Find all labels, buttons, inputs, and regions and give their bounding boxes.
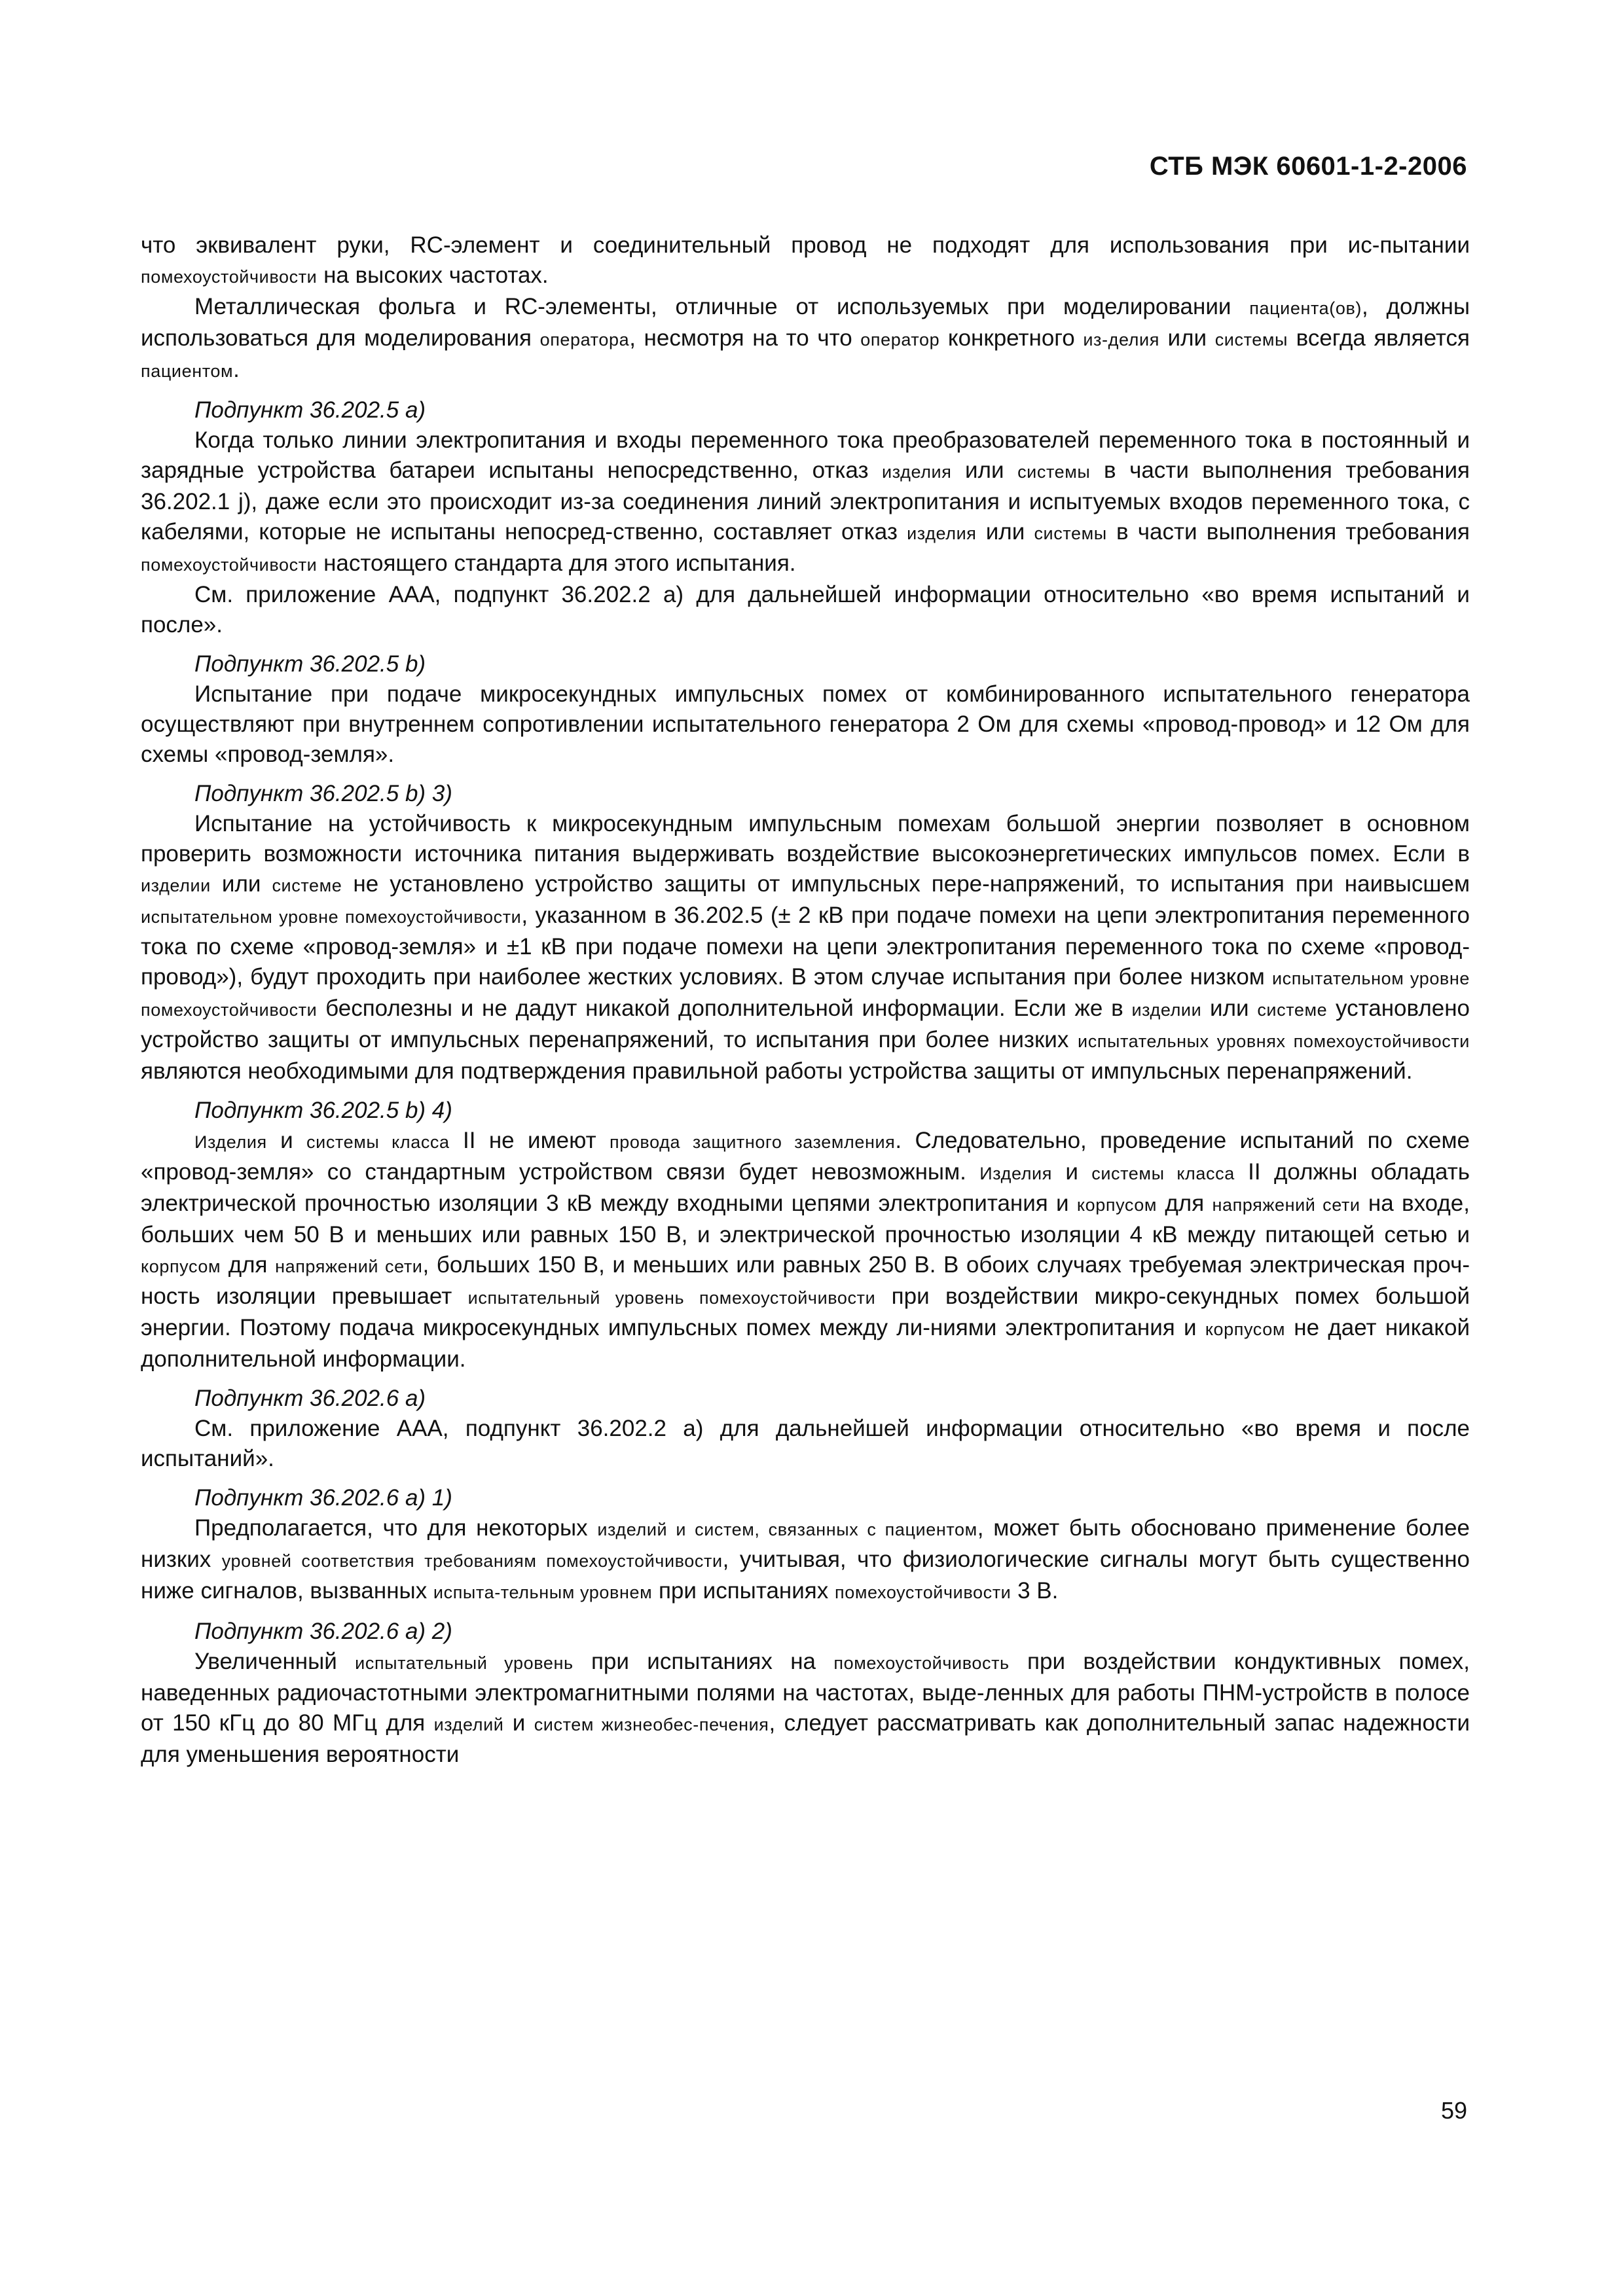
subclause-heading: Подпункт 36.202.5 b) 3) [194,781,452,806]
paragraph: Испытание при подаче микросекундных импульсных помех от комбинированного испытательного генератора осуществляют при внутреннем сопротивлении испытательного генератора 2 Ом для схемы «провод-провод» и 12 Ом для схемы «провод-земля». [141,681,1470,767]
paragraph: Предполагается, что для некоторых изделий и систем, связанных с пациентом, может быть обосновано применение более низких уровней соответствия требованиям помехоустойчивости, учитывая, что физиологические сигналы могут быть существенно ниже сигналов, вызванных испыта-тельным уровнем при испытаниях помехоустойчивости 3 В. [141,1515,1470,1604]
subclause-heading: Подпункт 36.202.6 a) 1) [194,1485,452,1511]
paragraph: Когда только линии электропитания и входы переменного тока преобразователей переменного тока в постоянный и зарядные устройства батареи испытаны непосредственно, отказ изделия или системы в части выполнения требования 36.202.1 j), даже если это происходит из-за соединения линий электропитания и испытуемых входов переменного тока, с кабелями, которые не испытаны непосред-ственно, составляет отказ изделия или системы в части выполнения требования помехоустойчивости настоящего стандарта для этого испытания. [141,427,1470,576]
paragraph: Испытание на устойчивость к микросекундным импульсным помехам большой энергии позволяет в основном проверить возможности источника питания выдерживать воздействие высокоэнергетических импульсов помех. Если в изделии или системе не установлено устройство защиты от импульсных пере-напряжений, то испытания при наивысшем испытательном уровне помехоустойчивости, указанном в 36.202.5 (± 2 кВ при подаче помехи на цепи электропитания переменного тока по схеме «провод-земля» и ±1 кВ при подаче помехи на цепи электропитания переменного тока по схеме «провод-провод»), будут проходить при наиболее жестких условиях. В этом случае испытания при более низком испытательном уровне помехоустойчивости бесполезны и не дадут никакой дополнительной информации. Если же в изделии или системе установлено устройство защиты от импульсных перенапряжений, то испытания при более низких испытательных уровнях помехоустойчивости являются необходимыми для подтверждения правильной работы устройства защиты от импульсных перенапряжений. [141,811,1470,1084]
subclause-heading: Подпункт 36.202.6 a) 2) [194,1619,452,1644]
paragraph: См. приложение ААА, подпункт 36.202.2 a) для дальнейшей информации относительно «во время испытаний и после». [141,582,1470,637]
subclause-heading: Подпункт 36.202.5 b) 4) [194,1098,452,1123]
standard-code-header: СТБ МЭК 60601-1-2-2006 [1149,152,1467,181]
page-body [141,230,1470,1770]
paragraph: Увеличенный испытательный уровень при испытаниях на помехоустойчивость при воздействии кондуктивных помех, наведенных радиочастотными электромагнитными полями на частотах, выде-ленных для работы ПНМ-устройств в полосе от 150 кГц до 80 МГц для изделий и систем жизнеобес-печения, следует рассматривать как дополнительный запас надежности для уменьшения вероятности [141,1649,1470,1767]
subclause-heading: Подпункт 36.202.5 b) [194,651,426,677]
paragraph: См. приложение ААА, подпункт 36.202.2 a) для дальнейшей информации относительно «во время и после испытаний». [141,1416,1470,1471]
subclause-heading: Подпункт 36.202.5 a) [194,397,426,423]
page-number: 59 [1440,2097,1467,2124]
paragraph: Изделия и системы класса II не имеют провода защитного заземления. Следовательно, проведение испытаний по схеме «провод-земля» со стандартным устройством связи будет невозможным. Изделия и системы класса II должны обладать электрической прочностью изоляции 3 кВ между входными цепями электропитания и корпусом для напряжений сети на входе, больших чем 50 В и меньших или равных 150 В, и электрической прочностью изоляции 4 кВ между питающей сетью и корпусом для напряжений сети, больших 150 В, и меньших или равных 250 В. В обоих случаях требуемая электрическая проч-ность изоляции превышает испытательный уровень помехоустойчивости при воздействии микро-секундных помех большой энергии. Поэтому подача микросекундных импульсных помех между ли-ниями электропитания и корпусом не дает никакой дополнительной информации. [141,1128,1470,1372]
subclause-heading: Подпункт 36.202.6 a) [194,1386,426,1411]
paragraph: Металлическая фольга и RC-элементы, отличные от используемых при моделировании пациента(ов), должны использоваться для моделирования оператора, несмотря на то что оператор конкретного из-делия или системы всегда является пациентом. [141,294,1470,382]
paragraph: что эквивалент руки, RC-элемент и соединительный провод не подходят для использования при ис-пытании помехоустойчивости на высоких частотах. [141,232,1470,288]
